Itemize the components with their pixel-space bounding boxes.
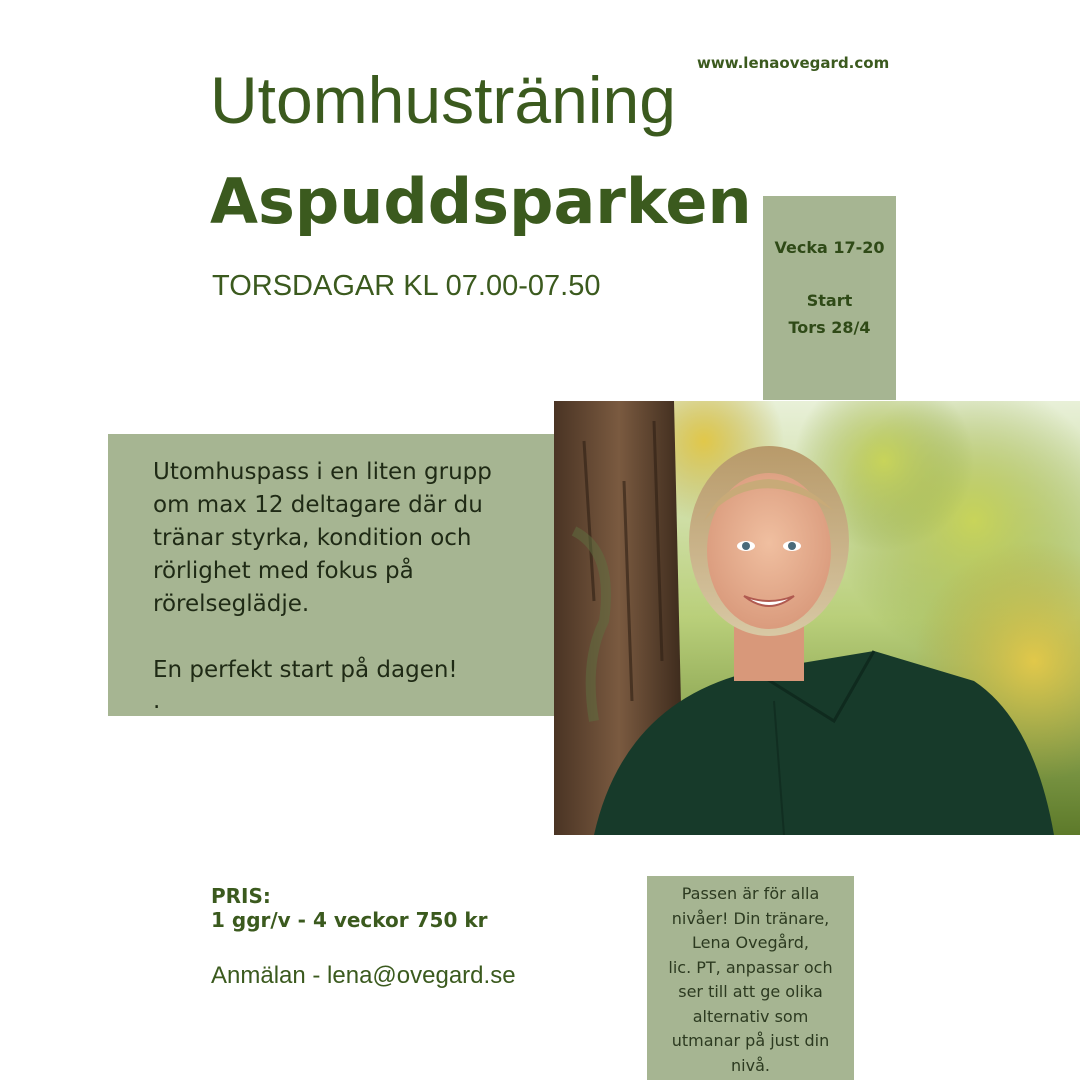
schedule-text: TORSDAGAR KL 07.00-07.50 bbox=[212, 270, 601, 302]
info-line: Lena Ovegård, bbox=[692, 933, 809, 952]
description-line: om max 12 deltagare där du bbox=[153, 492, 483, 518]
trainer-info-box bbox=[647, 876, 854, 1080]
trainer-photo bbox=[554, 401, 1080, 835]
price-label: PRIS: bbox=[211, 884, 271, 908]
description-line: Utomhuspass i en liten grupp bbox=[153, 459, 492, 485]
info-line: alternativ som bbox=[692, 1006, 809, 1026]
signup-email[interactable]: Anmälan - lena@ovegard.se bbox=[211, 962, 516, 989]
info-line: Passen är för alla bbox=[681, 884, 820, 903]
info-line: lic. PT, anpassar och bbox=[668, 957, 833, 977]
price-value: 1 ggr/v - 4 veckor 750 kr bbox=[211, 908, 488, 932]
start-label: Start bbox=[806, 291, 853, 310]
description-line: rörelseglädje. bbox=[153, 591, 310, 617]
title-location: Aspuddsparken bbox=[210, 165, 752, 238]
info-line: nivåer! Din tränare, bbox=[671, 908, 830, 928]
info-line: ser till att ge olika bbox=[678, 982, 823, 1001]
description-box bbox=[108, 434, 555, 716]
week-info-box bbox=[763, 196, 896, 400]
trailing-dot: . bbox=[153, 688, 161, 714]
info-line: utmanar på just din bbox=[671, 1031, 830, 1050]
title-outdoor-training: Utomhusträning bbox=[210, 63, 676, 137]
website-url[interactable]: www.lenaovegard.com bbox=[697, 54, 890, 72]
week-range: Vecka 17-20 bbox=[774, 238, 885, 257]
start-date: Tors 28/4 bbox=[788, 318, 871, 337]
description-line: tränar styrka, kondition och bbox=[153, 525, 472, 551]
description-text bbox=[153, 456, 513, 715]
tagline: En perfekt start på dagen! bbox=[153, 657, 458, 683]
info-line: nivå. bbox=[731, 1055, 770, 1075]
description-line: rörlighet med fokus på bbox=[153, 558, 414, 584]
trainer-info-text bbox=[655, 882, 846, 1078]
